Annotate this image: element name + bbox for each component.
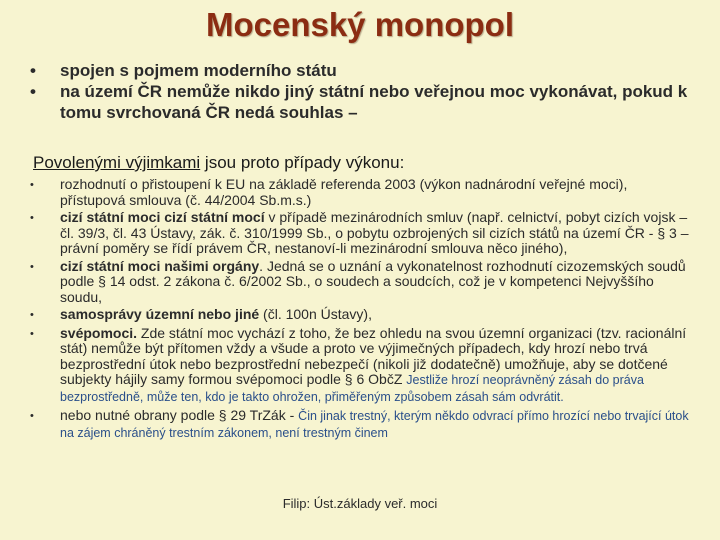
exception-text — [60, 408, 690, 441]
bullet-icon: • — [30, 212, 34, 224]
exception-item — [30, 326, 690, 406]
exception-body: nebo nutné obrany podle § 29 TrZák - — [60, 407, 299, 423]
exception-body: rozhodnutí o přistoupení k EU na základě referenda 2003 (výkon nadnárodní veřejné moci), přístupová smlouva (č. 44/2004 Sb.m.s.) — [60, 176, 628, 208]
exception-item — [30, 210, 690, 258]
exception-item — [30, 408, 690, 441]
exception-body: Zde státní moc vychází z toho, že bez ohledu na svou územní organizaci (tzv. racionální stát) nemůže být přítomen vždy a všude a proto ve výjimečných případech, kdy hrozí nebo trvá bezprostřední útok nebo bezprostřední nebezpečí (nikoli již dodatečně) umožňuje, aby se dotčené subjekty hájily samy formou svépomoci podle § 6 ObčZ — [60, 324, 687, 387]
exception-text — [60, 259, 690, 307]
exception-body: (čl. 100n Ústavy), — [259, 306, 372, 322]
exception-note: Čin jinak trestný, kterým někdo odvrací přímo hrozící nebo trvající útok na zájem chráněný trestním zákonem, není trestným činem — [60, 409, 689, 440]
exception-bold: samosprávy územní nebo jiné — [60, 306, 260, 322]
bullet-icon: • — [30, 260, 34, 273]
bullet-icon: • — [30, 327, 34, 340]
exception-text — [60, 177, 690, 209]
exception-text — [60, 307, 690, 324]
main-bullet-text: spojen s pojmem moderního státu — [60, 61, 337, 80]
exception-item — [30, 259, 690, 307]
exception-bold: cizí státní moci našimi orgány — [60, 257, 260, 274]
bullet-icon: • — [30, 82, 36, 101]
exception-bold: cizí státní moci cizí státní mocí — [60, 209, 265, 225]
intro-rest: jsou proto případy výkonu: — [200, 153, 405, 172]
main-bullet-text: na území ČR nemůže nikdo jiný státní nebo veřejnou moc vykonávat, pokud k tomu svrchovaná ČR nedá souhlas – — [60, 82, 688, 122]
exception-note: Jestliže hrozí neoprávněný zásah do práva bezprostředně, může ten, kdo je takto ohrožen, přiměřeným způsobem zásah sám odvrátit. — [60, 373, 644, 404]
exception-bold: svépomoci. — [60, 324, 138, 341]
exception-item — [30, 177, 690, 209]
main-bullet-item — [30, 81, 690, 123]
exception-list — [30, 177, 690, 441]
exception-body: . Jedná se o uznání a vykonatelnost rozhodnutí cizozemských soudů podle § 14 odst. 2 zákona č. 6/2002 Sb., o soudech a soudcích, což je v kompetenci Nejvyššího soudu, — [60, 257, 686, 305]
exception-text — [60, 326, 690, 406]
main-bullet-item — [30, 60, 690, 81]
intro-underlined: Povolenými výjimkami — [33, 153, 201, 172]
bullet-icon: • — [30, 410, 34, 422]
bullet-icon: • — [30, 179, 34, 191]
main-bullet-list — [30, 60, 690, 123]
slide-title: Mocenský monopol — [205, 6, 515, 43]
bullet-icon: • — [30, 61, 36, 80]
exception-body: v případě mezinárodních smluv (např. celnictví, pobyt cizích vojsk – čl. 39/3, čl. 43 Ústavy, zák. č. 310/1999 Sb., o pobytu ozbrojených sil cizích států na území ČR - § 3 – právní poměry se řídí právem ČR, nestanoví-li mezinárodní smlouva něco jiného), — [60, 209, 689, 256]
intro-line — [33, 152, 673, 173]
exception-item — [30, 307, 690, 324]
bullet-icon: • — [30, 309, 34, 321]
footer-caption: Filip: Úst.základy veř. moci — [282, 496, 438, 511]
exception-text — [60, 210, 690, 258]
